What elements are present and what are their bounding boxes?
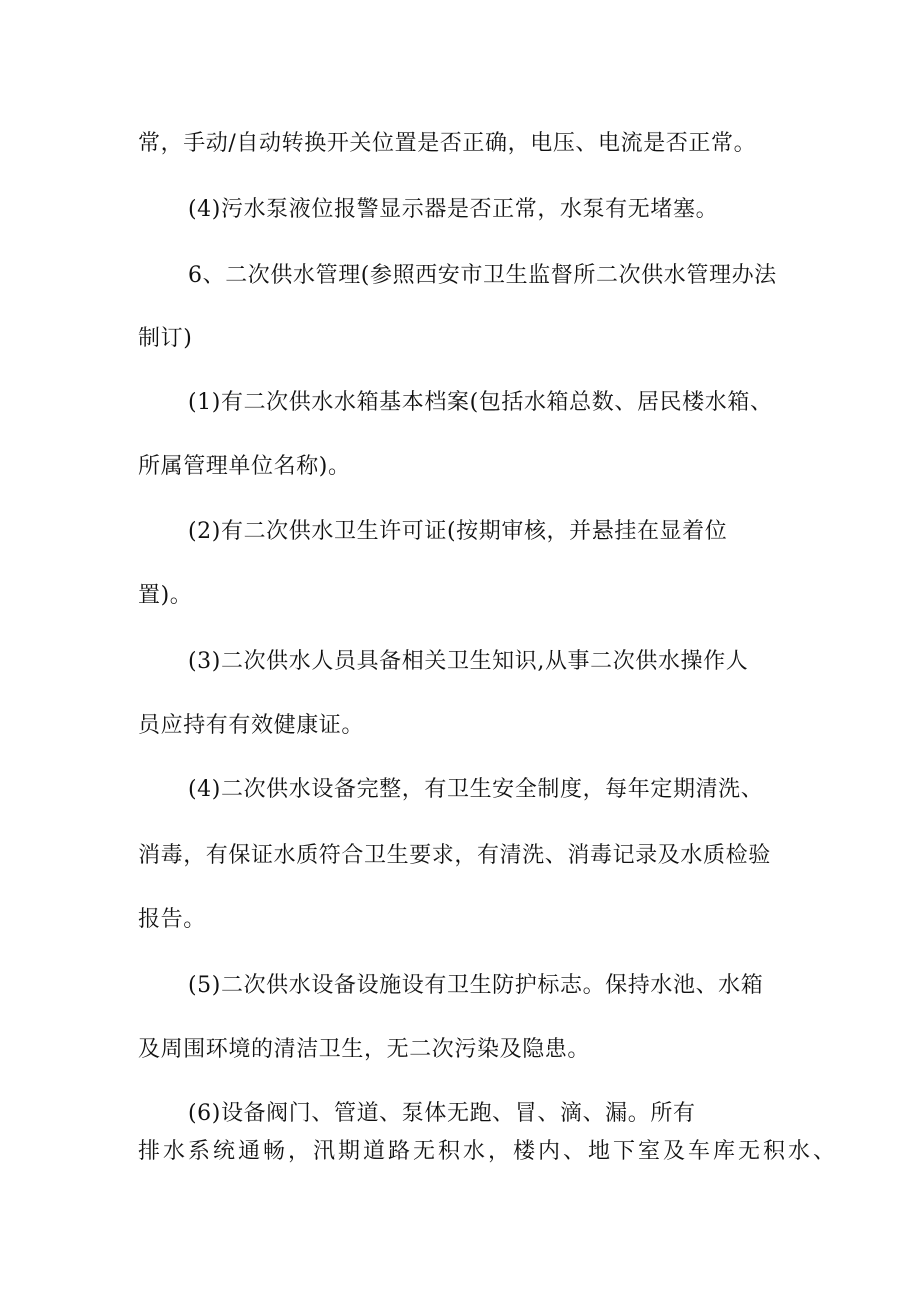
text-line: (3)二次供水人员具备相关卫生知识,从事二次供水操作人 — [188, 649, 749, 674]
text-line: 6、二次供水管理(参照西安市卫生监督所二次供水管理办法 — [188, 263, 777, 288]
text-line: (4)污水泵液位报警显示器是否正常，水泵有无堵塞。 — [188, 197, 719, 222]
text-line: 置)。 — [138, 583, 193, 608]
text-line: 制订) — [138, 326, 193, 351]
text-line: 报告。 — [138, 907, 206, 932]
text-line: (6)设备阀门、管道、泵体无跑、冒、滴、漏。所有 — [188, 1101, 696, 1126]
text-line: 排水系统通畅，汛期道路无积水，楼内、地下室及车库无积水、 — [138, 1139, 839, 1164]
text-line: 消毒，有保证水质符合卫生要求，有清洗、消毒记录及水质检验 — [138, 843, 771, 868]
text-line: 常，手动/自动转换开关位置是否正确，电压、电流是否正常。 — [138, 131, 757, 156]
text-line: (5)二次供水设备设施设有卫生防护标志。保持水池、水箱 — [188, 973, 764, 998]
text-line: 及周围环境的清洁卫生，无二次污染及隐患。 — [138, 1037, 591, 1062]
text-line: (1)有二次供水水箱基本档案(包括水箱总数、居民楼水箱、 — [188, 390, 773, 415]
text-line: 所属管理单位名称)。 — [138, 454, 351, 479]
text-line: (4)二次供水设备完整，有卫生安全制度，每年定期清洗、 — [188, 777, 764, 802]
text-line: 员应持有有效健康证。 — [138, 713, 365, 738]
text-line: (2)有二次供水卫生许可证(按期审核，并悬挂在显着位 — [188, 519, 728, 544]
